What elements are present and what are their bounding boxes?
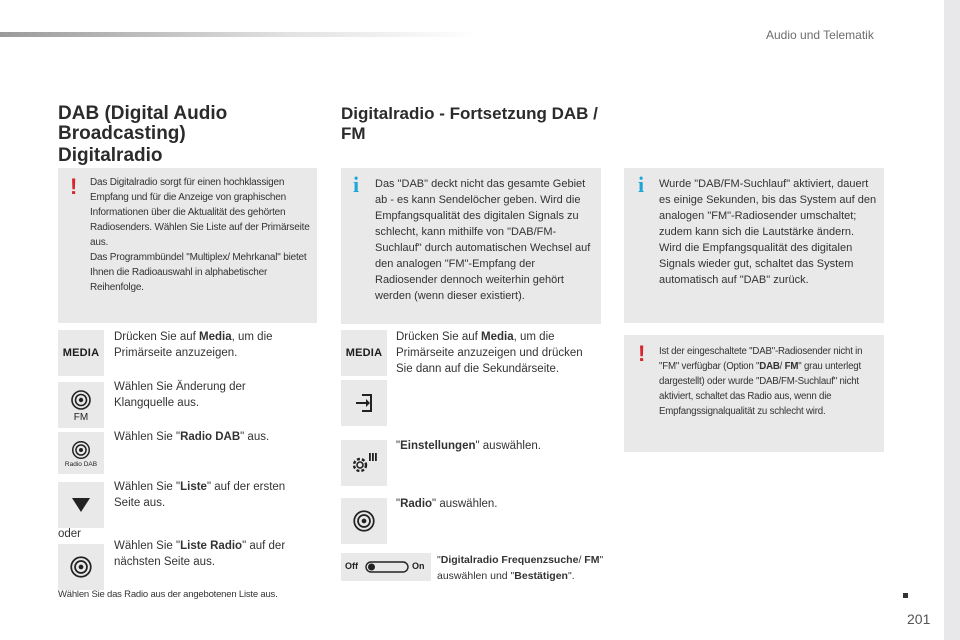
left-step-5-text: Wählen Sie "Liste Radio" auf der nächsten Seite aus. — [114, 540, 286, 568]
left-step-3-text: Wählen Sie "Radio DAB" aus. — [114, 431, 270, 443]
page-edge-strip — [944, 0, 960, 640]
media-label: MEDIA — [62, 347, 100, 359]
left-step-4-text: Wählen Sie "Liste" auf der ersten Seite aus. — [114, 481, 286, 509]
exclamation-icon: ! — [70, 174, 78, 199]
end-marker — [903, 593, 908, 598]
enter-arrow-icon — [352, 391, 376, 415]
liste-button-icon — [58, 482, 104, 528]
fortsetzung-title: Digitalradio - Fortsetzung DAB / FM — [341, 104, 598, 143]
info-box-right — [624, 168, 884, 323]
radio-wave-icon — [70, 439, 92, 461]
fm-source-icon — [58, 382, 104, 428]
secondary-page-icon — [341, 380, 387, 426]
middle-step-4-text: "Radio" auswählen. — [396, 498, 498, 510]
radio-button-icon — [341, 498, 387, 544]
settings-gear-icon — [349, 450, 379, 476]
info-box-middle — [341, 168, 601, 324]
warning-box-right — [624, 335, 884, 452]
info-icon: i — [353, 172, 360, 197]
radio-dab-label: Radio DAB — [64, 460, 98, 468]
info-text-right: Wurde "DAB/FM-Suchlauf" aktiviert, dauert es einige Sekunden, bis das System auf den analogen "FM"-Radiosender umschaltet; zudem kann sich die Lautstärke ändern. Wird die Empfangsqualität des digitalen Signals wieder gut, schaltet das System automatisch auf "DAB" zurück. — [659, 178, 877, 286]
header-gradient-bar — [0, 32, 480, 37]
toggle-box — [341, 553, 431, 581]
info-icon: i — [638, 172, 645, 197]
dab-title: DAB (Digital Audio Broadcasting) — [58, 103, 228, 144]
digitalradio-subtitle: Digitalradio — [58, 145, 163, 166]
middle-step-1-text: Drücken Sie auf Media, um die Primärseite anzuzeigen und drücken Sie dann auf die Sekundärseite. — [396, 331, 583, 375]
info-text-middle: Das "DAB" deckt nicht das gesamte Gebiet ab - es kann Sendelöcher geben. Wird die Empfangsqualität des digitalen Signals zu schlecht, kann mithilfe von "DAB/FM-Suchlauf" durch automatischen Wechsel auf den analogen "FM"-Empfang der Radiosender dennoch weiterhin gehört werden (wenn dieser existiert). — [375, 178, 591, 302]
media-label: MEDIA — [345, 347, 383, 359]
down-triangle-icon — [71, 497, 91, 513]
left-step-2-text: Wählen Sie Änderung der Klangquelle aus. — [114, 381, 246, 409]
settings-button-icon — [341, 440, 387, 486]
page-number: 201 — [907, 611, 931, 627]
oder-label: oder — [58, 528, 82, 540]
warning-text-right: Ist der eingeschaltete "DAB"-Radiosender nicht in "FM" verfügbar (Option "DAB/ FM" grau unterlegt dargestellt) oder wurde "DAB/FM-Suchlauf" nicht aktiviert, schaltet das Radio aus, wenn die Empfangssignalqualität zu schlecht wird. — [659, 346, 863, 417]
fm-label: FM — [73, 411, 89, 423]
radio-wave-icon — [68, 554, 94, 580]
warning-box-left — [58, 168, 317, 323]
exclamation-icon: ! — [638, 341, 646, 366]
toggle-on-label: On — [412, 561, 425, 571]
radio-dab-icon — [58, 432, 104, 474]
radio-wave-icon — [351, 508, 377, 534]
warning-text-left: Das Digitalradio sorgt für einen hochklassigen Empfang und für die Anzeige von graphischen Informationen über die Aktualität des gehörten Radiosenders. Wählen Sie Liste auf der Primärseite aus. Das Programmbündel "Multiplex/ Mehrkanal" bietet Ihnen die Radioauswahl in alphabetischer Reihenfolge. — [90, 177, 310, 293]
left-footer-note: Wählen Sie das Radio aus der angebotenen Liste aus. — [58, 589, 278, 600]
media-button-icon — [58, 330, 104, 376]
toggle-off-label: Off — [345, 561, 358, 571]
toggle-switch-icon — [365, 561, 409, 573]
media-button-icon — [341, 330, 387, 376]
middle-step-3-text: "Einstellungen" auswählen. — [396, 440, 541, 452]
section-header: Audio und Telematik — [766, 28, 874, 42]
liste-radio-icon — [58, 544, 104, 590]
middle-step-5-text: "Digitalradio Frequenzsuche/ FM" auswählen und "Bestätigen". — [437, 554, 604, 582]
radio-wave-icon — [69, 388, 93, 412]
left-step-1-text: Drücken Sie auf Media, um die Primärseite anzuzeigen. — [114, 331, 273, 359]
